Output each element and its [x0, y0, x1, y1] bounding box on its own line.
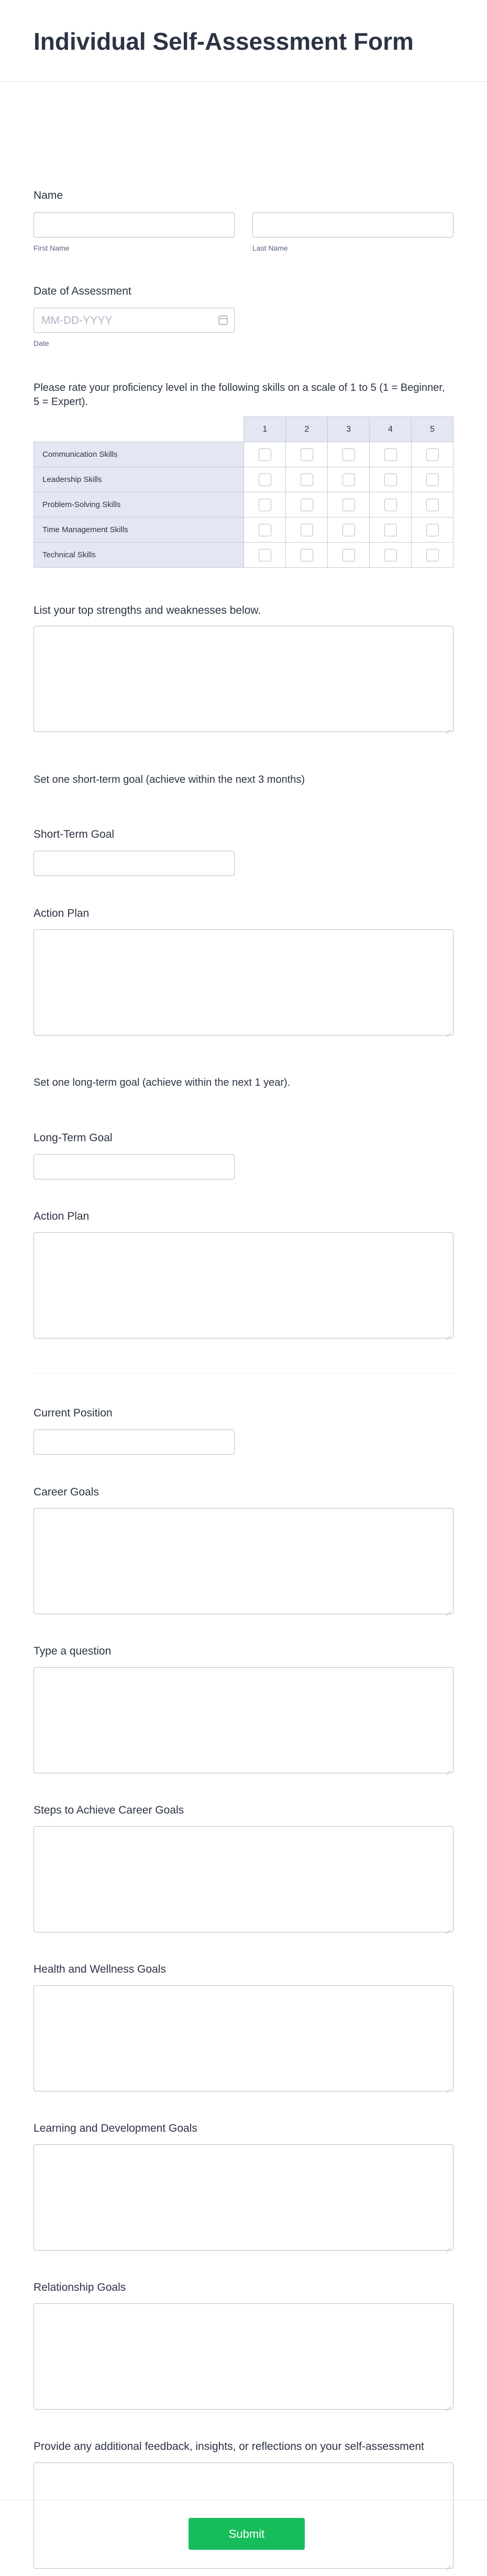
- matrix-question: Please rate your proficiency level in the following skills on a scale of 1 to 5 (1 = Beginner, 5 = Expert).: [34, 382, 445, 408]
- matrix-checkbox[interactable]: [426, 524, 439, 536]
- date-sublabel: Date: [34, 339, 49, 347]
- form-title: Individual Self-Assessment Form: [34, 28, 414, 55]
- matrix-checkbox[interactable]: [301, 448, 313, 461]
- matrix-checkbox[interactable]: [384, 524, 397, 536]
- date-placeholder: MM-DD-YYYY: [41, 314, 113, 327]
- last-name-sublabel: Last Name: [252, 244, 288, 252]
- resize-handle-icon[interactable]: [446, 1028, 451, 1033]
- matrix-checkbox[interactable]: [384, 474, 397, 486]
- resize-handle-icon[interactable]: [446, 1925, 451, 1930]
- matrix-col-1: 1: [244, 417, 286, 442]
- short-term-goal-label: Short-Term Goal: [34, 828, 115, 840]
- name-label: Name: [34, 189, 63, 201]
- feedback-label: Provide any additional feedback, insights, or reflections on your self-assessment: [34, 2440, 424, 2453]
- matrix-row: [34, 467, 453, 492]
- matrix-checkbox[interactable]: [259, 549, 271, 561]
- matrix-checkbox[interactable]: [259, 524, 271, 536]
- matrix-checkbox[interactable]: [426, 474, 439, 486]
- health-goals-textarea[interactable]: [34, 1985, 453, 2091]
- resize-handle-icon[interactable]: [446, 2402, 451, 2407]
- long-term-goal-label: Long-Term Goal: [34, 1132, 113, 1144]
- matrix-checkbox[interactable]: [301, 549, 313, 561]
- strengths-textarea[interactable]: [34, 626, 453, 732]
- matrix-row: [34, 442, 453, 467]
- form-footer: [0, 2500, 487, 2576]
- matrix-row: [34, 492, 453, 518]
- matrix-col-2: 2: [286, 417, 328, 442]
- matrix-col-4: 4: [370, 417, 412, 442]
- matrix-col-3: 3: [328, 417, 370, 442]
- last-name-input[interactable]: [252, 212, 453, 238]
- matrix-col-5: 5: [412, 417, 453, 442]
- resize-handle-icon[interactable]: [446, 2084, 451, 2089]
- career-goals-textarea[interactable]: [34, 1508, 453, 1614]
- calendar-icon[interactable]: [218, 316, 228, 325]
- matrix-checkbox[interactable]: [384, 448, 397, 461]
- question-label: Type a question: [34, 1645, 112, 1657]
- career-steps-textarea[interactable]: [34, 1826, 453, 1932]
- matrix-checkbox[interactable]: [259, 499, 271, 511]
- health-goals-label: Health and Wellness Goals: [34, 1963, 166, 1975]
- section-divider: [34, 1373, 453, 1374]
- current-position-input[interactable]: [34, 1430, 235, 1455]
- long-term-goal-input[interactable]: [34, 1154, 235, 1179]
- strengths-label: List your top strengths and weaknesses below.: [34, 604, 261, 616]
- career-goals-label: Career Goals: [34, 1486, 99, 1498]
- matrix-checkbox[interactable]: [301, 499, 313, 511]
- matrix-checkbox[interactable]: [342, 549, 355, 561]
- resize-handle-icon[interactable]: [446, 724, 451, 729]
- matrix-checkbox[interactable]: [301, 524, 313, 536]
- date-input[interactable]: [34, 308, 235, 333]
- matrix-checkbox[interactable]: [342, 499, 355, 511]
- matrix-row-label: Time Management Skills: [34, 518, 244, 543]
- date-label: Date of Assessment: [34, 285, 131, 297]
- current-position-label: Current Position: [34, 1407, 113, 1419]
- matrix-checkbox[interactable]: [301, 474, 313, 486]
- long-term-intro: Set one long-term goal (achieve within the next 1 year).: [34, 1077, 291, 1088]
- resize-handle-icon[interactable]: [446, 1765, 451, 1771]
- matrix-checkbox[interactable]: [426, 499, 439, 511]
- resize-handle-icon[interactable]: [446, 2243, 451, 2248]
- matrix-row: [34, 543, 453, 568]
- matrix-checkbox[interactable]: [342, 474, 355, 486]
- matrix-row: [34, 518, 453, 543]
- question-textarea[interactable]: [34, 1667, 453, 1773]
- matrix-checkbox[interactable]: [426, 448, 439, 461]
- short-term-intro: Set one short-term goal (achieve within the next 3 months): [34, 774, 305, 785]
- matrix-checkbox[interactable]: [426, 549, 439, 561]
- career-steps-label: Steps to Achieve Career Goals: [34, 1804, 184, 1816]
- submit-button[interactable]: Submit: [189, 2518, 305, 2550]
- matrix-checkbox[interactable]: [342, 448, 355, 461]
- first-name-sublabel: First Name: [34, 244, 70, 252]
- long-term-plan-label: Action Plan: [34, 1210, 90, 1222]
- matrix-checkbox[interactable]: [384, 499, 397, 511]
- short-term-plan-label: Action Plan: [34, 907, 90, 919]
- matrix-checkbox[interactable]: [384, 549, 397, 561]
- short-term-goal-input[interactable]: [34, 851, 235, 876]
- matrix-checkbox[interactable]: [259, 448, 271, 461]
- relationship-goals-label: Relationship Goals: [34, 2281, 126, 2293]
- relationship-goals-textarea[interactable]: [34, 2303, 453, 2410]
- matrix-corner: [34, 417, 244, 442]
- resize-handle-icon[interactable]: [446, 1331, 451, 1336]
- matrix-row-label: Technical Skills: [34, 543, 244, 568]
- short-term-plan-textarea[interactable]: [34, 929, 453, 1036]
- resize-handle-icon[interactable]: [446, 1606, 451, 1612]
- matrix-row-label: Problem-Solving Skills: [34, 492, 244, 518]
- matrix-row-label: Leadership Skills: [34, 467, 244, 492]
- skills-matrix: [34, 417, 453, 568]
- matrix-checkbox[interactable]: [342, 524, 355, 536]
- long-term-plan-textarea[interactable]: [34, 1232, 453, 1338]
- learning-goals-label: Learning and Development Goals: [34, 2122, 197, 2134]
- matrix-checkbox[interactable]: [259, 474, 271, 486]
- learning-goals-textarea[interactable]: [34, 2144, 453, 2251]
- matrix-row-label: Communication Skills: [34, 442, 244, 467]
- first-name-input[interactable]: [34, 212, 235, 238]
- form-header: [0, 0, 487, 82]
